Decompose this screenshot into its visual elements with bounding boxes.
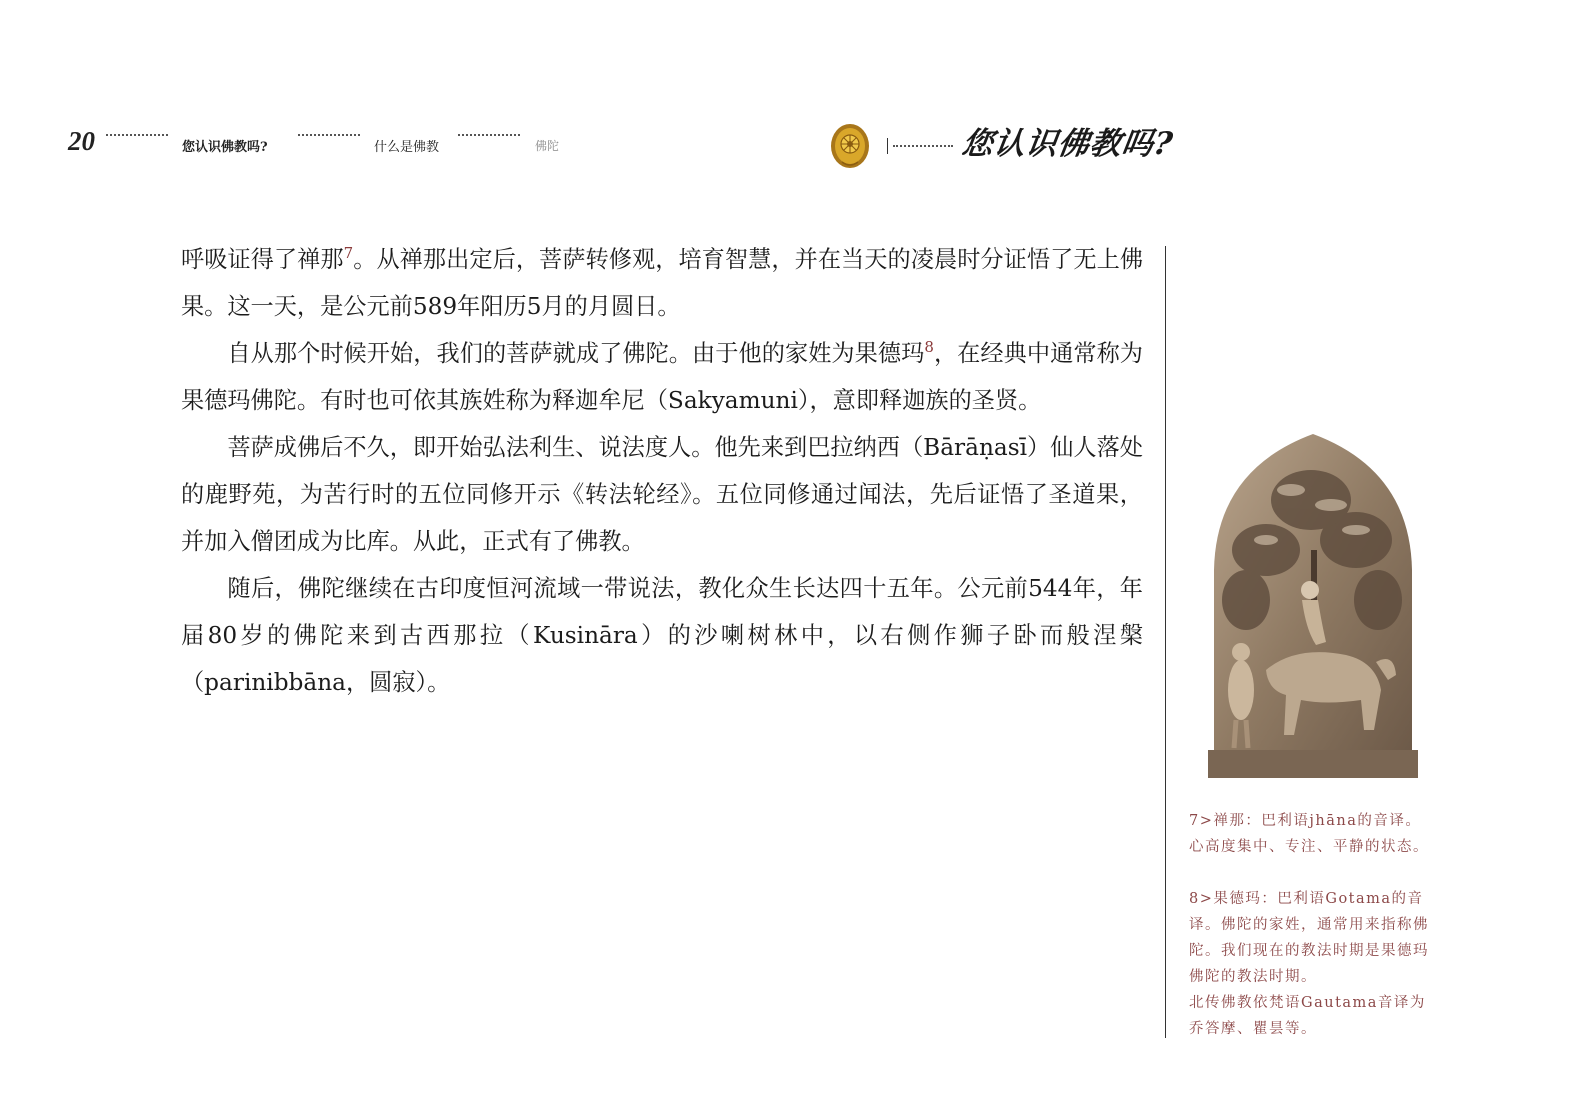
text-run: 。从禅那出定后，菩萨转修观，培育智慧，并在当天的凌晨时分证悟了无上佛果。这一天，是公元前589年阳历5月的月圆日。: [181, 246, 1144, 320]
leader-dots: [458, 134, 520, 136]
footnote-ref-8[interactable]: 8: [924, 338, 934, 356]
footnote-gap: [1189, 860, 1437, 886]
wheel-seal-icon: [829, 122, 871, 170]
footnote-7: 7>禅那：巴利语jhāna的音译。心高度集中、专注、平静的状态。: [1189, 813, 1429, 855]
paragraph: [181, 236, 1143, 330]
paragraph: [181, 330, 1143, 424]
page-header: [0, 0, 1587, 200]
main-text: [181, 236, 1143, 706]
text-run: 自从那个时候开始，我们的菩萨就成了佛陀。由于他的家姓为果德玛: [227, 340, 925, 367]
paragraph: 随后，佛陀继续在古印度恒河流域一带说法，教化众生长达四十五年。公元前544年，年届80岁的佛陀来到古西那拉（Kusināra）的沙喇树林中，以右侧作狮子卧而般涅槃（parinibbāna，圆寂）。: [181, 575, 1143, 696]
breadcrumb-book[interactable]: 您认识佛教吗?: [182, 140, 268, 155]
paragraph: 菩萨成佛后不久，即开始弘法利生、说法度人。他先来到巴拉纳西（Bārāṇasī）仙人落处的鹿野苑，为苦行时的五位同修开示《转法轮经》。五位同修通过闻法，先后证悟了圣道果，并加入僧团成为比库。从此，正式有了佛教。: [181, 434, 1143, 555]
brand-title: 您认识佛教吗?: [959, 126, 1176, 162]
leader-dots: [298, 134, 360, 136]
leader-dots: [893, 145, 953, 147]
text-run: 呼吸证得了禅那: [181, 246, 344, 273]
page-number: 20: [68, 126, 95, 156]
footnotes: [1189, 808, 1437, 1042]
breadcrumb-chapter[interactable]: 什么是佛教: [374, 140, 440, 155]
breadcrumb-section[interactable]: 佛陀: [535, 139, 560, 153]
text-run: ，在经典中通常称为果德玛佛陀。有时也可依其族姓称为释迦牟尼（Sakyamuni），意即释迦族的圣贤。: [181, 340, 1143, 414]
stone-relief-image: [1206, 430, 1420, 780]
header-separator: [887, 138, 888, 154]
footnote-8: 8>果德玛：巴利语Gotama的音译。佛陀的家姓，通常用来指称佛陀。我们现在的教法时期是果德玛佛陀的教法时期。: [1189, 891, 1429, 985]
column-divider: [1165, 246, 1166, 1038]
footnote-8-note: 北传佛教依梵语Gautama音译为乔答摩、瞿昙等。: [1189, 995, 1426, 1037]
leader-dots: [106, 134, 168, 136]
footnote-ref-7[interactable]: 7: [343, 244, 354, 262]
